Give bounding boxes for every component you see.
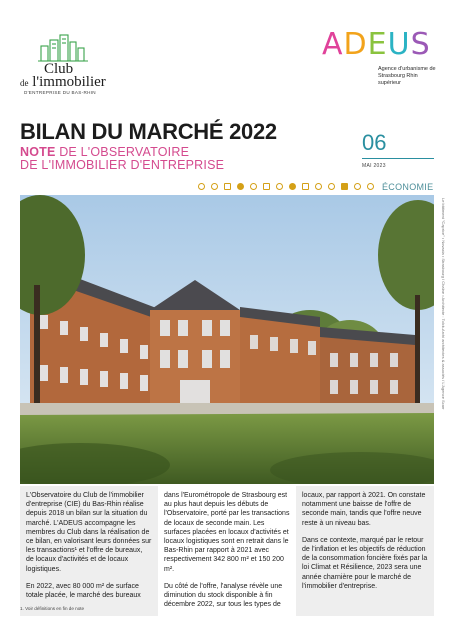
theme-icons-row [198,183,374,190]
building-illustration [20,195,434,484]
theme-icon [341,183,348,190]
adeus-wordmark [322,27,431,62]
theme-icon [302,183,309,190]
club-name-prefix: de [20,78,29,88]
adeus-letter: U [387,27,411,62]
page-title: BILAN DU MARCHÉ 2022 [20,119,277,144]
theme-icon [315,183,322,190]
issue-divider [362,158,434,159]
adeus-subtitle: Agence d'urbanisme de Strasbourg Rhin supérieur [378,66,436,86]
club-immobilier-logo [18,34,114,96]
adeus-letter: S [410,27,431,62]
theme-icon [276,183,283,190]
theme-icon [250,183,257,190]
footnote: 1. Voir définitions en fin de note [20,606,85,611]
theme-icon [198,183,205,190]
photo-credit [439,198,447,483]
club-name-line2 [20,74,106,91]
issue-date: MAI 2023 [362,163,386,169]
theme-icon [354,183,361,190]
section-label: ÉCONOMIE [382,182,434,192]
club-name-line1: Club [44,61,74,77]
text-column-2 [158,486,296,616]
issue-number: 06 [362,130,387,155]
cover-photo [20,195,434,484]
adeus-letter: E [367,27,388,62]
adeus-letter: A [322,27,344,62]
theme-icon [237,183,244,190]
club-tagline: D'ENTREPRISE DU BAS-RHIN [24,90,96,95]
paragraph: En 2022, avec 80 000 m² de surface totale placée, le marché des bureaux [26,582,141,600]
theme-icon [367,183,374,190]
skyline-icon [38,34,88,62]
photo-credit-text: Le bâtiment "Caprice" • Novaxia • Strasbourg / Chaîne • Architecte : Tolck-Archi architectes & associés / L'Agence Scarr [441,198,446,410]
theme-icon [289,183,296,190]
adeus-letter: D [343,27,368,62]
theme-icon [211,183,218,190]
theme-icon [328,183,335,190]
theme-icon [224,183,231,190]
adeus-logo [322,27,437,100]
paragraph: L'Observatoire du Club de l'immobilier d'entreprise (CIE) du Bas-Rhin réalise depuis 2018 un bilan sur la situation du marché. L'ADEUS accompagne les membres du Club dans la réalisation de ce bilan, en valorisant leurs données sur les transactions¹ et l'offre de bureaux, de locaux d'activités et de locaux logistiques. [26,492,152,573]
subtitle-line2: DE L'IMMOBILIER D'ENTREPRISE [20,158,225,172]
subtitle-line1 [20,145,189,159]
paragraph: Dans ce contexte, marqué par le retour de l'inflation et les objectifs de réduction de la consommation foncière fixés par la loi Climat et Résilience, 2023 sera une année charnière pour le marché de l'immobilier d'entreprise. [302,536,428,590]
intro-text [20,486,434,616]
text-column-3 [296,486,434,616]
subtitle-observatoire: DE L'OBSERVATOIRE [55,145,190,159]
theme-icon [263,183,270,190]
paragraph: Du côté de l'offre, l'analyse révèle une diminution du stock disponible à fin décembre 2022, sur tous les types de [164,582,283,609]
subtitle-note: NOTE [20,145,56,159]
paragraph: locaux, par rapport à 2021. On constate notamment une baisse de l'offre de seconde main, tandis que l'offre neuve reste à un niveau bas. [302,492,426,527]
paragraph: dans l'Eurométropole de Strasbourg est au plus haut depuis les débuts de l'Observatoire, porté par les transactions de locaux de seconde main. Les surfaces placées en locaux d'activités et locaux logistiques sont en retrait dans le Bas-Rhin par rapport à 2021 avec respectivement 342 800 m² et 150 200 m². [164,492,290,573]
club-name-main: l'immobilier [32,74,106,90]
text-column-1 [20,486,158,616]
